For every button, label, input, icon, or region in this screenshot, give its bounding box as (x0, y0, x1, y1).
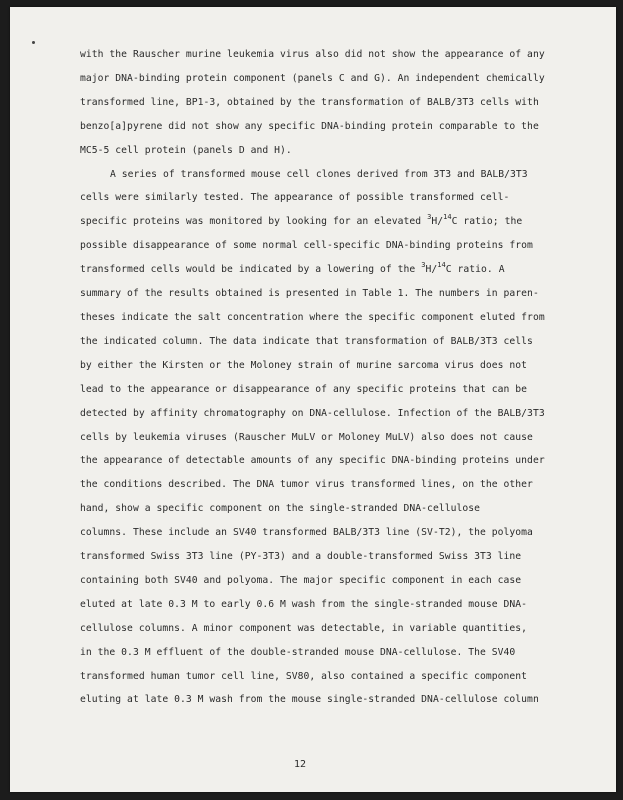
text-line: with the Rauscher murine leukemia virus also did not show the appearance of any (80, 49, 545, 60)
text-line: eluted at late 0.3 M to early 0.6 M wash from the single-stranded mouse DNA- (80, 598, 528, 610)
text-line: by either the Kirsten or the Moloney strain of murine sarcoma virus does not (80, 359, 528, 371)
text-line: containing both SV40 and polyoma. The major specific component in each case (80, 574, 522, 586)
text-line: transformed line, BP1-3, obtained by the transformation of BALB/3T3 cells with (80, 96, 539, 108)
document-page (10, 7, 616, 792)
text-line: the conditions described. The DNA tumor virus transformed lines, on the other (80, 479, 533, 491)
text-line: theses indicate the salt concentration where the specific component eluted from (80, 311, 545, 323)
text-line: cells were similarly tested. The appearance of possible transformed cell- (80, 192, 510, 204)
text-line: detected by affinity chromatography on DNA-cellulose. Infection of the BALB/3T3 (80, 407, 545, 419)
text-line: benzo[a]pyrene did not show any specific DNA-binding protein comparable to the (80, 120, 539, 132)
text-line: summary of the results obtained is presented in Table 1. The numbers in paren- (80, 288, 539, 300)
text-line: major DNA-binding protein component (panels C and G). An independent chemically (80, 72, 545, 84)
text-line: possible disappearance of some normal cell-specific DNA-binding proteins from (80, 240, 533, 252)
paragraph-start-line: A series of transformed mouse cell clones derived from 3T3 and BALB/3T3 (110, 168, 528, 180)
text-line: transformed Swiss 3T3 line (PY-3T3) and a double-transformed Swiss 3T3 line (80, 551, 522, 563)
text-line-ratio: transformed cells would be indicated by a lowering of the $^3$H/$^{14}$C ratio. A (80, 261, 505, 276)
text-line-ratio: specific proteins was monitored by looking for an elevated $^3$H/$^{14}$C ratio; the (80, 213, 523, 228)
text-line: the indicated column. The data indicate that transformation of BALB/3T3 cells (80, 335, 533, 347)
text-line: hand, show a specific component on the single-stranded DNA-cellulose (80, 503, 481, 515)
page-number: 12 (294, 759, 307, 770)
text-line: the appearance of detectable amounts of any specific DNA-binding proteins under (80, 455, 545, 467)
body-text (80, 43, 560, 712)
text-line: MC5-5 cell protein (panels D and H). (80, 144, 292, 156)
text-line: cells by leukemia viruses (Rauscher MuLV or Moloney MuLV) also does not cause (80, 431, 533, 443)
text-line: lead to the appearance or disappearance of any specific proteins that can be (80, 383, 528, 395)
text-line: columns. These include an SV40 transformed BALB/3T3 line (SV-T2), the polyoma (80, 527, 533, 539)
text-line: eluting at late 0.3 M wash from the mouse single-stranded DNA-cellulose column (80, 694, 539, 706)
stray-mark (32, 41, 35, 44)
text-line: cellulose columns. A minor component was detectable, in variable quantities, (80, 622, 528, 634)
text-line: in the 0.3 M effluent of the double-stranded mouse DNA-cellulose. The SV40 (80, 646, 516, 658)
text-line: transformed human tumor cell line, SV80, also contained a specific component (80, 670, 528, 682)
